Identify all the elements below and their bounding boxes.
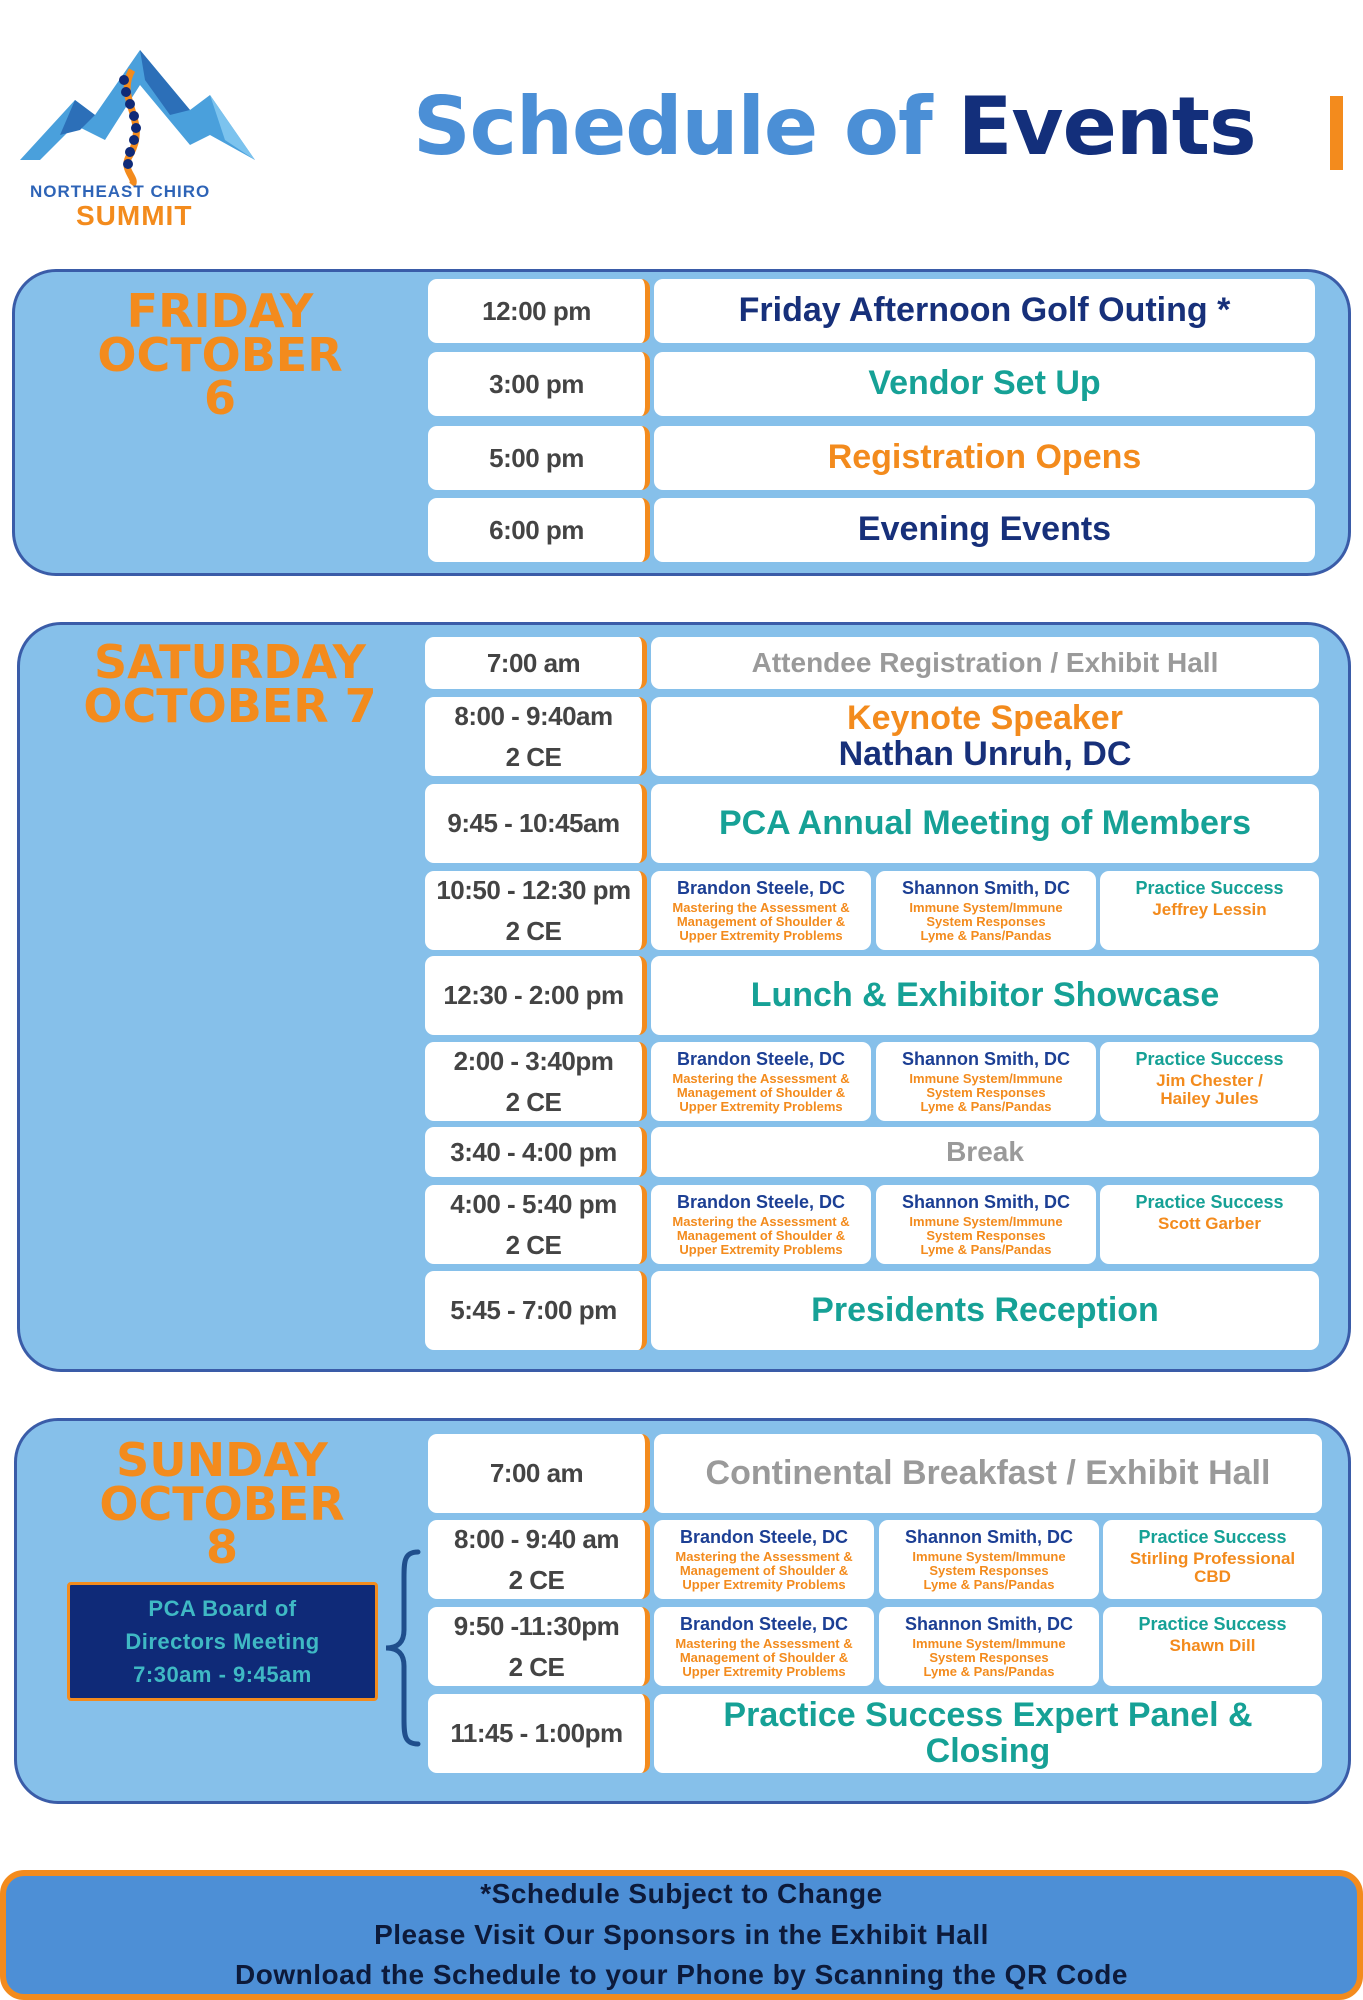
session-track: Practice Success bbox=[1135, 878, 1284, 898]
saturday-event-9: Presidents Reception bbox=[651, 1271, 1319, 1350]
saturday-r6-session-c bbox=[1100, 1042, 1319, 1121]
saturday-r6-session-b bbox=[876, 1042, 1096, 1121]
saturday-r8-session-a bbox=[651, 1185, 871, 1264]
summit-logo bbox=[20, 40, 260, 230]
session-topic-line: Immune System/Immune bbox=[909, 1213, 1063, 1229]
board-line-1: PCA Board of bbox=[148, 1596, 297, 1621]
session-speaker: Shannon Smith, DC bbox=[905, 1527, 1073, 1547]
sunday-r2-session-b bbox=[879, 1520, 1099, 1599]
friday-event-3: Registration Opens bbox=[654, 426, 1315, 490]
saturday-event-1: Attendee Registration / Exhibit Hall bbox=[651, 637, 1319, 689]
saturday-time-5: 12:30 - 2:00 pm bbox=[425, 956, 647, 1035]
session-topic-line: System Responses bbox=[929, 1650, 1049, 1666]
logo-summit: SUMMIT bbox=[76, 200, 193, 231]
session-speaker: Shannon Smith, DC bbox=[905, 1614, 1073, 1634]
saturday-time-6-range: 2:00 - 3:40pm bbox=[453, 1046, 614, 1077]
saturday-event-5: Lunch & Exhibitor Showcase bbox=[651, 956, 1319, 1035]
saturday-time-8 bbox=[425, 1185, 647, 1264]
session-presenter-line: CBD bbox=[1194, 1567, 1231, 1587]
session-topic bbox=[909, 1072, 1062, 1115]
session-topic bbox=[675, 1550, 852, 1593]
saturday-time-3: 9:45 - 10:45am bbox=[425, 784, 647, 863]
footer-line-2: Please Visit Our Sponsors in the Exhibit Hall bbox=[374, 1918, 989, 1950]
session-topic bbox=[912, 1637, 1065, 1680]
session-topic-line: Mastering the Assessment & bbox=[672, 1213, 850, 1229]
session-presenter bbox=[1156, 1072, 1263, 1109]
board-line-3: 7:30am - 9:45am bbox=[133, 1662, 312, 1687]
page-title bbox=[413, 80, 1256, 173]
sunday-time-3-range: 9:50 -11:30pm bbox=[453, 1611, 620, 1642]
session-topic-line: Mastering the Assessment & bbox=[672, 899, 850, 915]
session-topic bbox=[909, 1215, 1062, 1258]
session-topic-line: Immune System/Immune bbox=[912, 1635, 1066, 1651]
saturday-time-4-range: 10:50 - 12:30 pm bbox=[436, 875, 631, 906]
session-speaker: Brandon Steele, DC bbox=[676, 878, 846, 898]
session-presenter-line: Jim Chester / bbox=[1156, 1070, 1263, 1090]
keynote-heading: Keynote Speaker bbox=[847, 698, 1123, 737]
session-speaker: Brandon Steele, DC bbox=[676, 1049, 846, 1069]
keynote-speaker: Nathan Unruh, DC bbox=[838, 734, 1132, 773]
saturday-time-8-ce: 2 CE bbox=[505, 1229, 562, 1260]
sunday-event-4 bbox=[654, 1694, 1322, 1773]
friday-event-2: Vendor Set Up bbox=[654, 352, 1315, 416]
session-speaker: Shannon Smith, DC bbox=[902, 1049, 1070, 1069]
saturday-event-2 bbox=[651, 697, 1319, 776]
board-meeting-box bbox=[67, 1582, 378, 1701]
saturday-r8-session-c bbox=[1100, 1185, 1319, 1264]
session-topic-line: System Responses bbox=[926, 1228, 1046, 1244]
board-line-2: Directors Meeting bbox=[125, 1629, 320, 1654]
saturday-event-3: PCA Annual Meeting of Members bbox=[651, 784, 1319, 863]
session-topic-line: Lyme & Pans/Pandas bbox=[920, 928, 1052, 944]
sunday-event-4-line2: Closing bbox=[925, 1731, 1051, 1770]
title-part-2: Events bbox=[957, 80, 1256, 173]
session-topic-line: Lyme & Pans/Pandas bbox=[920, 1242, 1052, 1258]
session-speaker: Shannon Smith, DC bbox=[902, 1192, 1070, 1212]
session-topic bbox=[675, 1637, 852, 1680]
session-topic bbox=[909, 901, 1062, 944]
session-presenter: Scott Garber bbox=[1158, 1213, 1261, 1233]
saturday-date: OCTOBER 7 bbox=[83, 678, 377, 733]
session-track: Practice Success bbox=[1138, 1527, 1287, 1547]
sunday-event-1: Continental Breakfast / Exhibit Hall bbox=[654, 1434, 1322, 1513]
title-accent-bar bbox=[1330, 96, 1343, 170]
mountain-logo-icon bbox=[20, 40, 260, 190]
saturday-r4-session-b bbox=[876, 871, 1096, 950]
friday-time-3: 5:00 pm bbox=[428, 426, 650, 490]
sunday-r3-session-b bbox=[879, 1607, 1099, 1686]
session-topic-line: Upper Extremity Problems bbox=[679, 928, 843, 944]
session-topic bbox=[672, 1072, 849, 1115]
saturday-time-2 bbox=[425, 697, 647, 776]
session-topic-line: Management of Shoulder & bbox=[676, 1085, 846, 1101]
sunday-event-4-line1: Practice Success Expert Panel & bbox=[723, 1695, 1253, 1734]
saturday-time-1: 7:00 am bbox=[425, 637, 647, 689]
friday-day: FRIDAY bbox=[126, 284, 314, 338]
session-track: Practice Success bbox=[1135, 1192, 1284, 1212]
session-topic-line: Upper Extremity Problems bbox=[679, 1099, 843, 1115]
sunday-time-3-ce: 2 CE bbox=[508, 1651, 565, 1682]
session-track: Practice Success bbox=[1135, 1049, 1284, 1069]
footer-line-1: *Schedule Subject to Change bbox=[480, 1878, 883, 1910]
session-speaker: Brandon Steele, DC bbox=[679, 1527, 849, 1547]
saturday-time-8-range: 4:00 - 5:40 pm bbox=[450, 1189, 617, 1220]
saturday-r4-session-c bbox=[1100, 871, 1319, 950]
session-presenter bbox=[1130, 1550, 1295, 1587]
saturday-time-6-ce: 2 CE bbox=[505, 1086, 562, 1117]
logo-name: NORTHEAST CHIRO bbox=[30, 182, 211, 201]
session-topic-line: Upper Extremity Problems bbox=[682, 1577, 846, 1593]
friday-time-2: 3:00 pm bbox=[428, 352, 650, 416]
session-speaker: Shannon Smith, DC bbox=[902, 878, 1070, 898]
sunday-time-4: 11:45 - 1:00pm bbox=[428, 1694, 650, 1773]
session-presenter-line: Stirling Professional bbox=[1129, 1548, 1296, 1568]
session-presenter: Jeffrey Lessin bbox=[1152, 899, 1267, 919]
saturday-day-label bbox=[80, 635, 380, 733]
saturday-time-7: 3:40 - 4:00 pm bbox=[425, 1127, 647, 1177]
session-topic-line: Mastering the Assessment & bbox=[675, 1548, 853, 1564]
friday-time-1: 12:00 pm bbox=[428, 279, 650, 343]
sunday-r2-session-a bbox=[654, 1520, 874, 1599]
friday-date: OCTOBER 6 bbox=[97, 327, 343, 426]
title-part-1: Schedule of bbox=[413, 80, 932, 173]
session-topic-line: System Responses bbox=[926, 914, 1046, 930]
session-topic-line: Management of Shoulder & bbox=[676, 1228, 846, 1244]
friday-event-4: Evening Events bbox=[654, 498, 1315, 562]
session-presenter-line: Hailey Jules bbox=[1160, 1089, 1259, 1109]
session-topic-line: System Responses bbox=[926, 1085, 1046, 1101]
saturday-event-7: Break bbox=[651, 1127, 1319, 1177]
session-topic-line: Management of Shoulder & bbox=[676, 914, 846, 930]
session-topic-line: Immune System/Immune bbox=[909, 1070, 1063, 1086]
sunday-r3-session-a bbox=[654, 1607, 874, 1686]
sunday-time-1: 7:00 am bbox=[428, 1434, 650, 1513]
session-topic-line: Lyme & Pans/Pandas bbox=[923, 1664, 1055, 1680]
session-topic bbox=[672, 1215, 849, 1258]
session-topic-line: Management of Shoulder & bbox=[679, 1650, 849, 1666]
session-topic-line: Lyme & Pans/Pandas bbox=[920, 1099, 1052, 1115]
curly-bracket-icon bbox=[382, 1548, 422, 1748]
saturday-time-2-ce: 2 CE bbox=[505, 741, 562, 772]
friday-time-4: 6:00 pm bbox=[428, 498, 650, 562]
saturday-time-2-range: 8:00 - 9:40am bbox=[454, 701, 613, 732]
sunday-time-3 bbox=[428, 1607, 650, 1686]
saturday-time-9: 5:45 - 7:00 pm bbox=[425, 1271, 647, 1350]
saturday-r6-session-a bbox=[651, 1042, 871, 1121]
session-topic bbox=[672, 901, 849, 944]
session-topic-line: Lyme & Pans/Pandas bbox=[923, 1577, 1055, 1593]
session-topic-line: Immune System/Immune bbox=[909, 899, 1063, 915]
saturday-r4-session-a bbox=[651, 871, 871, 950]
saturday-day: SATURDAY bbox=[93, 635, 366, 689]
session-topic-line: Management of Shoulder & bbox=[679, 1563, 849, 1579]
saturday-time-4 bbox=[425, 871, 647, 950]
saturday-time-6 bbox=[425, 1042, 647, 1121]
sunday-r2-session-c bbox=[1103, 1520, 1322, 1599]
session-topic-line: Upper Extremity Problems bbox=[682, 1664, 846, 1680]
sunday-day: SUNDAY bbox=[116, 1433, 328, 1487]
session-track: Practice Success bbox=[1138, 1614, 1287, 1634]
session-topic-line: Mastering the Assessment & bbox=[675, 1635, 853, 1651]
session-topic bbox=[912, 1550, 1065, 1593]
sunday-time-2-range: 8:00 - 9:40 am bbox=[454, 1524, 619, 1555]
sunday-time-2 bbox=[428, 1520, 650, 1599]
session-topic-line: System Responses bbox=[929, 1563, 1049, 1579]
footer-notice bbox=[0, 1870, 1363, 2000]
sunday-r3-session-c bbox=[1103, 1607, 1322, 1686]
session-topic-line: Upper Extremity Problems bbox=[679, 1242, 843, 1258]
sunday-day-label bbox=[87, 1433, 357, 1575]
session-topic-line: Mastering the Assessment & bbox=[672, 1070, 850, 1086]
sunday-date: OCTOBER 8 bbox=[99, 1476, 345, 1575]
saturday-r8-session-b bbox=[876, 1185, 1096, 1264]
session-topic-line: Immune System/Immune bbox=[912, 1548, 1066, 1564]
session-speaker: Brandon Steele, DC bbox=[679, 1614, 849, 1634]
saturday-time-4-ce: 2 CE bbox=[505, 915, 562, 946]
session-presenter: Shawn Dill bbox=[1169, 1635, 1256, 1655]
friday-event-1: Friday Afternoon Golf Outing * bbox=[654, 279, 1315, 343]
footer-line-3: Download the Schedule to your Phone by Scanning the QR Code bbox=[235, 1959, 1128, 1991]
session-speaker: Brandon Steele, DC bbox=[676, 1192, 846, 1212]
sunday-time-2-ce: 2 CE bbox=[508, 1564, 565, 1595]
friday-day-label bbox=[85, 284, 355, 426]
